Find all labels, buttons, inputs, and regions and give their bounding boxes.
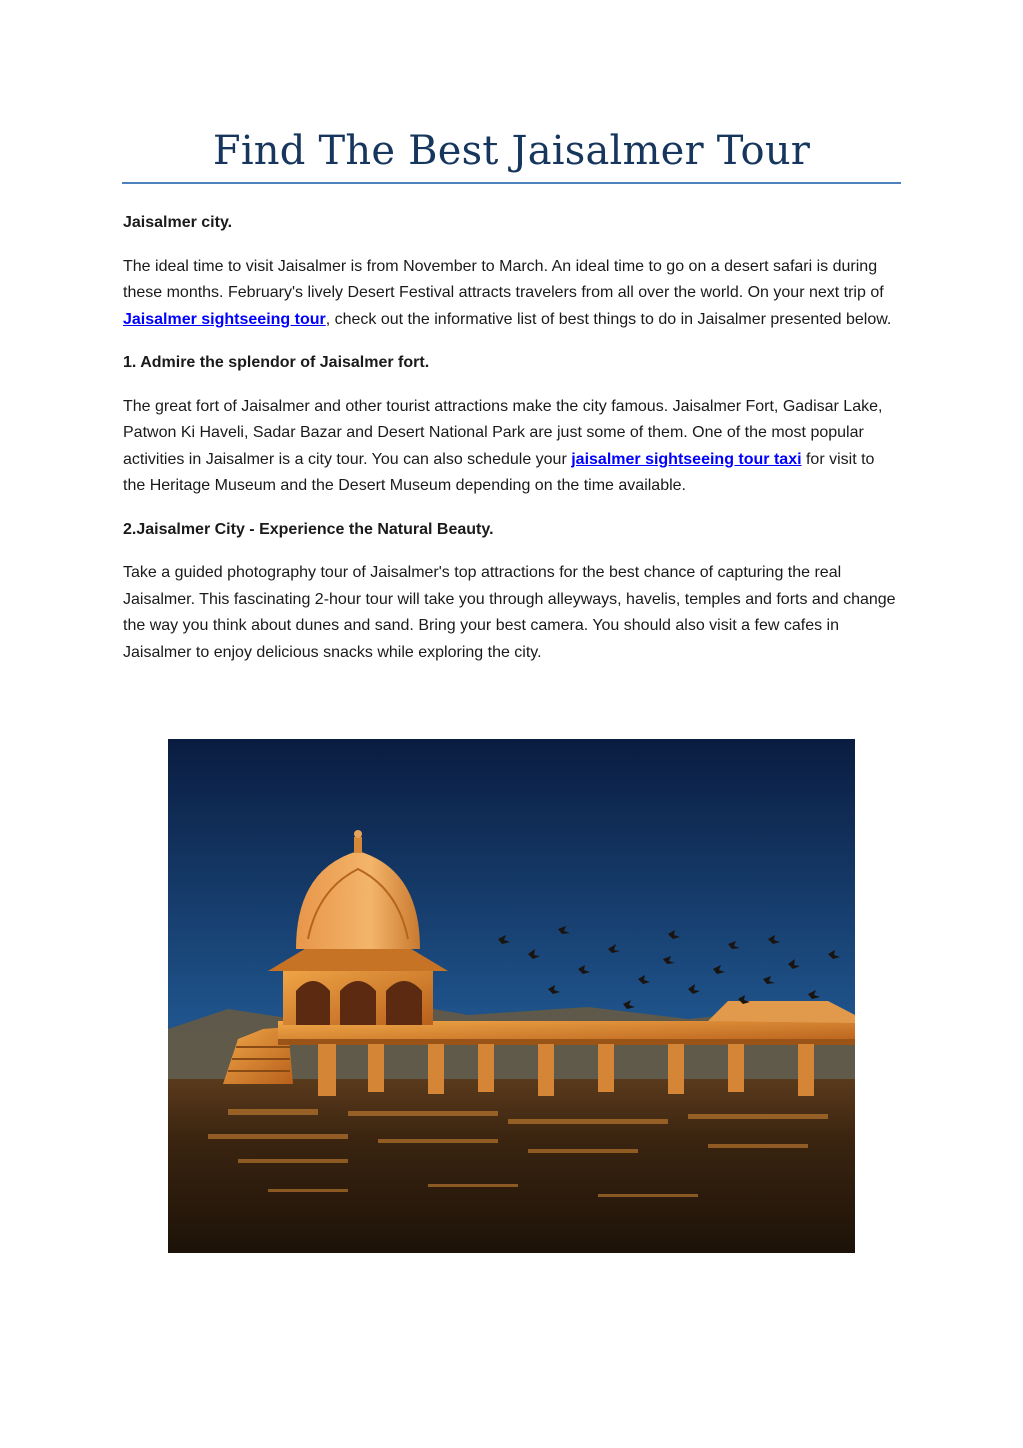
fort-text-end: for visit to the Heritage Museum and the Desert Museum depending on the time available. <box>123 450 875 494</box>
photography-paragraph: Take a guided photography tour of Jaisalmer's top attractions for the best chance of capturing the real Jaisalmer. This fascinating 2-hour tour will take you through alleyways, havelis, temples and forts and change the way you think about dunes and sand. Bring your best camera. You should also visit a few cafes in Jaisalmer to enjoy delicious snacks while exploring the city. <box>123 564 896 661</box>
page-title: Find The Best Jaisalmer Tour <box>212 128 811 174</box>
section-heading-fort: 1. Admire the splendor of Jaisalmer fort. <box>123 354 430 371</box>
title-divider <box>122 182 901 184</box>
intro-paragraph <box>123 254 898 334</box>
fort-text-start: The great fort of Jaisalmer and other tourist attractions make the city famous. Jaisalmer Fort, Gadisar Lake, Patwon Ki Haveli, Sadar Bazar and Desert National Park are just some of them. One of the most popular activities in Jaisalmer is a city tour. You can also schedule your <box>123 397 883 468</box>
intro-text-start: The ideal time to visit Jaisalmer is from November to March. An ideal time to go on a desert safari is during these months. February's lively Desert Festival attracts travelers from all over the world. On your next trip of <box>123 257 884 301</box>
section-heading-natural-beauty: 2.Jaisalmer City - Experience the Natural Beauty. <box>123 520 494 538</box>
fort-paragraph <box>123 394 898 500</box>
intro-text-end: , check out the informative list of best things to do in Jaisalmer presented below. <box>325 310 892 328</box>
jaisalmer-sightseeing-tour-link[interactable]: Jaisalmer sightseeing tour <box>123 310 326 328</box>
section-heading-jaisalmer-city: Jaisalmer city. <box>123 214 233 231</box>
article-body <box>123 210 898 683</box>
sightseeing-tour-taxi-link[interactable]: jaisalmer sightseeing tour taxi <box>571 450 802 468</box>
gadisar-lake-photo <box>168 739 855 1253</box>
